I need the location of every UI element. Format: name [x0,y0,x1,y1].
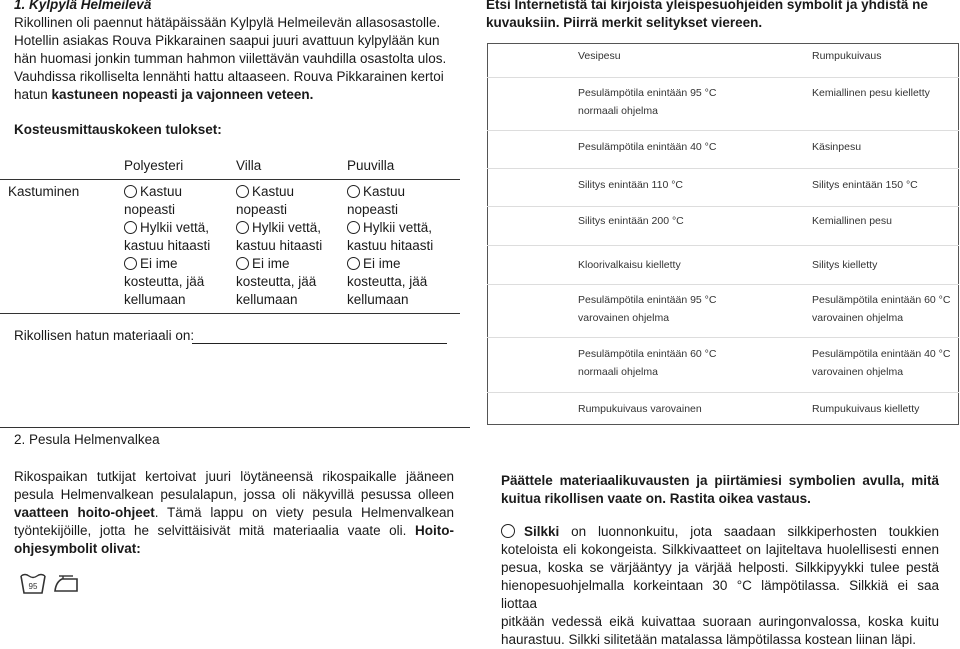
option-float-cont: kosteutta, jää [236,274,317,289]
silk-line: Silkki on luonnonkuitu, jota saadaan silkkiperhosten toukkien [501,523,939,541]
option-repel-cont: kastuu hitaasti [124,238,211,253]
wash-95-icon [20,573,46,595]
story-line: Vauhdissa rikolliselta lennähti hattu altaaseen. Rouva Pikkarainen kertoi [14,69,444,84]
iron-icon [53,574,79,594]
option-fast[interactable]: Kastuu [124,183,232,201]
silk-checkbox-circle-icon[interactable] [501,524,515,538]
option-float-cont: kellumaan [347,292,409,307]
grid-line [487,43,959,44]
symbol-cell: Rumpukuivaus varovainen [578,403,702,415]
symbol-cell: Pesulämpötila enintään 40 °C [578,141,717,153]
radio-circle-icon[interactable] [124,257,137,270]
grid-line [958,43,959,425]
options-villa [236,183,344,309]
paragraph-line: työntekijöille, jotta he selvittäisivät mitä materiaalia vaate oli. Hoito- [14,523,454,538]
instruction-line: kuvauksiin. Piirrä merkit selitykset viereen. [486,15,763,30]
silk-line: pesua, koska se värjääntyy ja värjää helposti. Silkkipyykki tulee pestä [501,560,939,575]
results-heading: Kosteusmittauskokeen tulokset: [14,122,222,137]
silk-line: pitkään vedessä eikä kuivattaa suoraan auringonvalossa, koska kuitu [501,614,939,629]
story-line: Rikollinen oli paennut hätäpäissään Kylpylä Helmeilevän allasosastolle. [14,15,441,30]
symbol-cell: Kemiallinen pesu [812,215,892,227]
column-header-puuvilla: Puuvilla [347,158,395,173]
option-float[interactable]: Ei ime [236,255,344,273]
story-line: Hotellin asiakas Rouva Pikkarainen saapui juuri avattuun kylpylään kun [14,33,440,48]
option-repel-cont: kastuu hitaasti [236,238,323,253]
section-divider [0,427,470,428]
grid-line [487,245,959,246]
material-answer-line[interactable] [192,343,447,344]
case1-story [14,14,454,104]
symbol-cell: Pesulämpötila enintään 95 °C normaali ohjelma [578,87,717,117]
grid-line [487,392,959,393]
material-prompt: Rikollisen hatun materiaali on: [14,328,195,343]
instruction-line: kuitua rikollisen vaate on. Rastita oikea vastaus. [501,491,811,506]
radio-circle-icon[interactable] [236,221,249,234]
symbol-cell: Pesulämpötila enintään 60 °C normaali ohjelma [578,348,717,378]
paragraph-line: vaatteen hoito-ohjeet. Tämä lappu on viety pesula Helmenvalkean [14,505,455,520]
symbol-cell: Pesulämpötila enintään 60 °C varovainen ohjelma [812,294,951,324]
deduce-instructions [501,472,939,508]
column-header-villa: Villa [236,158,262,173]
symbol-cell: Vesipesu [578,50,621,62]
option-float[interactable]: Ei ime [124,255,232,273]
symbol-cell: Rumpukuivaus [812,50,882,62]
radio-circle-icon[interactable] [347,221,360,234]
option-float-cont: kellumaan [124,292,186,307]
grid-line [487,206,959,207]
case1-heading: 1. Kylpylä Helmeilevä [14,0,152,12]
column-header-polyesteri: Polyesteri [124,158,184,173]
row-label-kastuminen: Kastuminen [8,184,80,199]
symbol-cell: Pesulämpötila enintään 95 °C varovainen ohjelma [578,294,717,324]
instruction-line: Päättele materiaalikuvausten ja piirtämiesi symbolien avulla, mitä [501,473,939,488]
symbol-cell: Silitys kielletty [812,259,878,271]
symbol-cell: Silitys enintään 110 °C [578,179,683,191]
radio-circle-icon[interactable] [236,257,249,270]
story-line: hatun kastuneen nopeasti ja vajonneen veteen. [14,87,314,102]
option-repel[interactable]: Hylkii vettä, [347,219,455,237]
option-float-cont: kellumaan [236,292,298,307]
case2-heading: 2. Pesula Helmenvalkea [14,432,160,447]
option-fast-cont: nopeasti [347,202,399,217]
symbol-cell: Pesulämpötila enintään 40 °C varovainen ohjelma [812,348,951,378]
option-float[interactable]: Ei ime [347,255,455,273]
paragraph-line: Rikospaikan tutkijat kertoivat juuri löytäneensä rikospaikalle jääneen [14,469,454,484]
grid-line [487,77,959,78]
grid-line [487,424,959,425]
grid-line [487,284,959,285]
wash-temperature-label: 95 [28,582,38,591]
option-float-cont: kosteutta, jää [347,274,428,289]
instruction-line: Etsi Internetistä tai kirjoista yleispesuohjeiden symbolit ja yhdistä ne [486,0,928,12]
grid-line [487,337,959,338]
grid-line [487,43,488,425]
radio-circle-icon[interactable] [347,257,360,270]
story-line: hän huomasi jonkin tumman hahmon viilettävän vauhdilla osastolta ulos. [14,51,447,66]
radio-circle-icon[interactable] [347,185,360,198]
symbol-cell: Silitys enintään 150 °C [812,179,918,191]
option-repel[interactable]: Hylkii vettä, [124,219,232,237]
silk-line: hienopesuohjelmalla korkeintaan 30 °C lämpötilassa. Silkkiä ei saa liottaa [501,578,939,611]
symbols-task-instructions [486,0,956,32]
paragraph-line: pesula Helmenvalkean pesulalapun, jossa oli näkyvillä pesussa olleen [14,487,454,502]
option-repel-cont: kastuu hitaasti [347,238,434,253]
symbol-cell: Silitys enintään 200 °C [578,215,684,227]
table-line [0,179,460,180]
symbol-cell: Kemiallinen pesu kielletty [812,87,930,99]
option-repel[interactable]: Hylkii vettä, [236,219,344,237]
options-puuvilla [347,183,455,309]
radio-circle-icon[interactable] [124,185,137,198]
option-float-cont: kosteutta, jää [124,274,205,289]
table-line [0,313,460,314]
option-fast-cont: nopeasti [236,202,288,217]
grid-line [487,168,959,169]
option-fast-cont: nopeasti [124,202,176,217]
option-fast[interactable]: Kastuu [236,183,344,201]
symbol-cell: Kloorivalkaisu kielletty [578,259,681,271]
radio-circle-icon[interactable] [124,221,137,234]
symbol-cell: Käsinpesu [812,141,862,153]
radio-circle-icon[interactable] [236,185,249,198]
symbol-cell: Rumpukuivaus kielletty [812,403,920,415]
silk-line: haurastuu. Silkki silitetään matalassa lämpötilassa kostean liinan läpi. [501,632,916,647]
case2-paragraph [14,468,454,558]
option-fast[interactable]: Kastuu [347,183,455,201]
paragraph-line: ohjesymbolit olivat: [14,541,141,556]
grid-line [487,130,959,131]
silk-line: koteloista eli kokongeista. Silkkivaatteet on lajiteltava huolellisesti ennen [501,542,939,557]
options-polyesteri [124,183,232,309]
silk-description [501,523,939,649]
